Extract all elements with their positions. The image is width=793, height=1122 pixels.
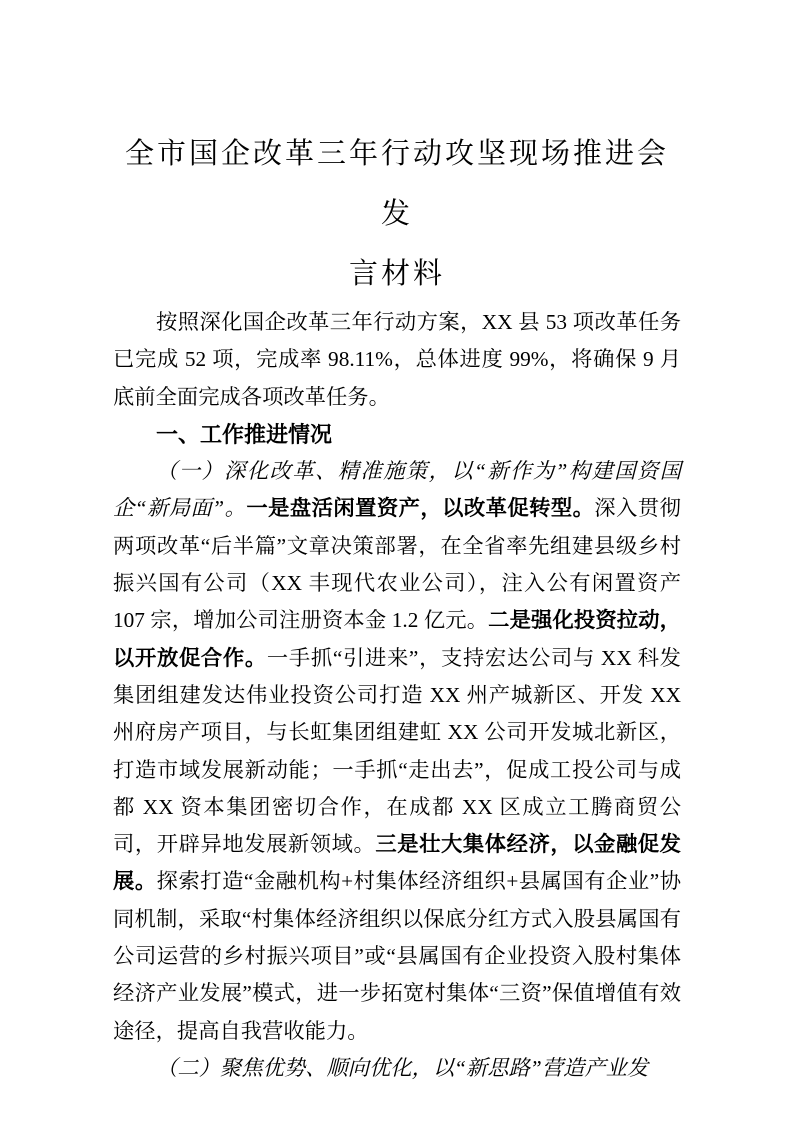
document-title xyxy=(113,124,681,304)
text-run-normal: 一手抓“引进来”，支持宏达公司与 XX 科发集团组建发达伟业投资公司打造 XX 州产城新区、开发 XX 州府房产项目，与长虹集团组建虹 XX 公司开发城北新区，打造市域发展新动能；一手抓“走出去”，促成工投公司与成都 XX 资本集团密切合作，在成都 XX 区成立工腾商贸公司，开辟异地发展新领域。 xyxy=(113,645,681,857)
section-heading: 一、工作推进情况 xyxy=(156,421,333,447)
text-run-bold: 三是壮大集体经济，以金融促发展。 xyxy=(113,832,681,894)
document-body xyxy=(113,304,681,1087)
text-run-bold: 二是强化投资拉动，以开放促合作。 xyxy=(113,608,681,670)
paragraph xyxy=(113,1050,681,1087)
text-run-kaiti: （二）聚焦优势、顺向优化，以“新思路”营造产业发 xyxy=(156,1055,649,1080)
title-line-1: 全市国企改革三年行动攻坚现场推进会发 xyxy=(124,138,669,230)
paragraph xyxy=(113,304,681,416)
text-run-kaiti: （一）深化改革、精准施策，以“新作为”构建国资国企“新局面”。 xyxy=(113,459,681,521)
text-run-bold: 一是盘活闲置资产，以改革促转型。 xyxy=(246,496,595,521)
paragraph xyxy=(113,453,681,1050)
text-run-normal: 按照深化国企改革三年行动方案，XX 县 53 项改革任务已完成 52 项，完成率 98.11%，总体进度 99%，将确保 9 月底前全面完成各项改革任务。 xyxy=(113,310,681,409)
text-run-normal: 探索打造“金融机构+村集体经济组织+县属国有企业”协同机制，采取“村集体经济组织以保底分红方式入股县属国有公司运营的乡村振兴项目”或“县属国有企业投资入股村集体经济产业发展”模式，进一步拓宽村集体“三资”保值增值有效途径，提高自我营收能力。 xyxy=(113,869,681,1043)
text-run-normal: 深入贯彻两项改革“后半篇”文章决策部署，在全省率先组建县级乡村振兴国有公司（XX 丰现代农业公司），注入公有闲置资产 107 宗，增加公司注册资本金 1.2 亿元。 xyxy=(113,496,681,633)
title-line-2: 言材料 xyxy=(348,258,445,290)
